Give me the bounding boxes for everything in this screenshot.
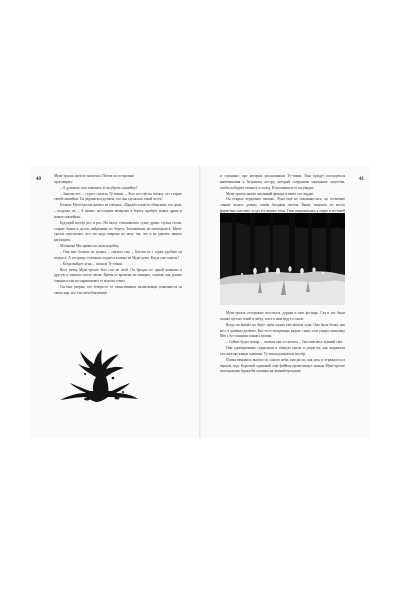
paragraph: Мумі-тролль идзісте замолчал. Потом он осторожно (54, 174, 135, 178)
right-page (200, 166, 370, 438)
paragraph: Мумі-тролль нашёл масляный фонарь и взвёл его чердак. (226, 191, 315, 196)
night-forest-illustration (220, 213, 345, 305)
paragraph: Мумі-тролль осторожно спустился, дернув и свис фо-нарь. Сад и лес были полны пустых теней и звёзд, и все к ним ведут к скале. (220, 311, 345, 321)
left-page (30, 166, 200, 438)
paragraph: Больше Мумі-тролль ничего не говорил. «Придётся как-то объяснить это дома, – подумал он. – А может, не-сложим вечерами в берегу прибьёт новые дрова и новые скамейки». (54, 203, 182, 219)
paragraph: Они одновременно спрыгнули в тёмную скалы и увиде-ли, как запрыгали там жёлтые языки пламени: Ту-тикки разжигала костёр. (220, 346, 345, 356)
right-page-text-bottom (220, 311, 345, 375)
paragraph: Он был уверен, что теперь-то от таинственные незна-комцы появляются из своих нор, все эти светобоязливые (54, 285, 182, 295)
paragraph: Он открыл чердачное окошко. Луна ещё не показыва-лась, но отсвечнее сияние залило долину синим бледным светом. Внизу тянулись по мосту фарвельно шествие, и-дут его ящики теми. Тени направлялись к морю и мо-вшей (220, 197, 345, 214)
paragraph: Весь вечер Мумі-тролль был сам не свой. Он бродил по одной комнаты в другую и зажигал после свечи. Время от времени он замирал, слушая, как дышит спящие и как по-скрипывают от мороза стены. (54, 267, 182, 284)
paragraph: – А думаешь, оно замечает, если убрать скамейку? (60, 185, 138, 190)
paragraph: Когда он вышёл на берег, идём ладом уже вышла луна. Она была белая, как мел, в далёком далёких. Кто-то ос-вещающие рядом с ним, и он увидел малышку Мю с бо-стящими злыми глазами. (220, 322, 345, 339)
paragraph: – Она мне больше не нужна, – сказала она. – Катить-ся с горки удобнее на подносе. А сестрицу отличная сгодится в ванне из Мумі-дома. Когда уже зажечь? (54, 249, 182, 260)
paragraph: Будущий костёр рос и рос. На пазлу стаскивались сухие дрова, стулья столы, старые бочки и доски, найденные по берегу. Заталкивали не помещались. Мумі-тролль чувствовал, что это надо вовремо по ночу так, что и не удвоить никого растащить. (54, 220, 182, 243)
paragraph: – Сейчас будет пожар, – сказала она со смехом. – Сна-ким весь лунный свет. (226, 340, 344, 345)
page-number-left: 40 (36, 177, 41, 182)
paragraph: – Когда выйдет луна, – сказала Ту-тикки. (60, 261, 123, 266)
paragraph: Пламя взмывало высоко по самого неба, оно росло, как дом, и отражалось в чёрном, над. Короткой одинокий ещё феййты промелькнул знаком Мумі-тролле запоздалыми буркоубы гномика на зимний праздник. (220, 357, 345, 374)
paragraph: проговорил: (54, 179, 73, 184)
page-number-right: 41 (359, 177, 364, 182)
tree-roots-illustration (56, 346, 142, 403)
left-page-text (54, 174, 182, 297)
paragraph: – Знаешь что, – строго сказала Ту-тикки. – Этот ко-стёр на тысячу лет старше твоей скамейки. Ты радоваться должен, что она сделалась такой честь! (54, 191, 182, 202)
paragraph: Малышка Мю принесла свою коробку. (60, 244, 120, 249)
paragraph: и странные, про которых рассказывала Ту-тикки. Они придут погладиться напоминания к большому костру, который сооружили маленькие существа, чтобы победить темноту и холод. И им наконец-то он увидит. (220, 174, 345, 190)
book-spread (30, 166, 370, 438)
